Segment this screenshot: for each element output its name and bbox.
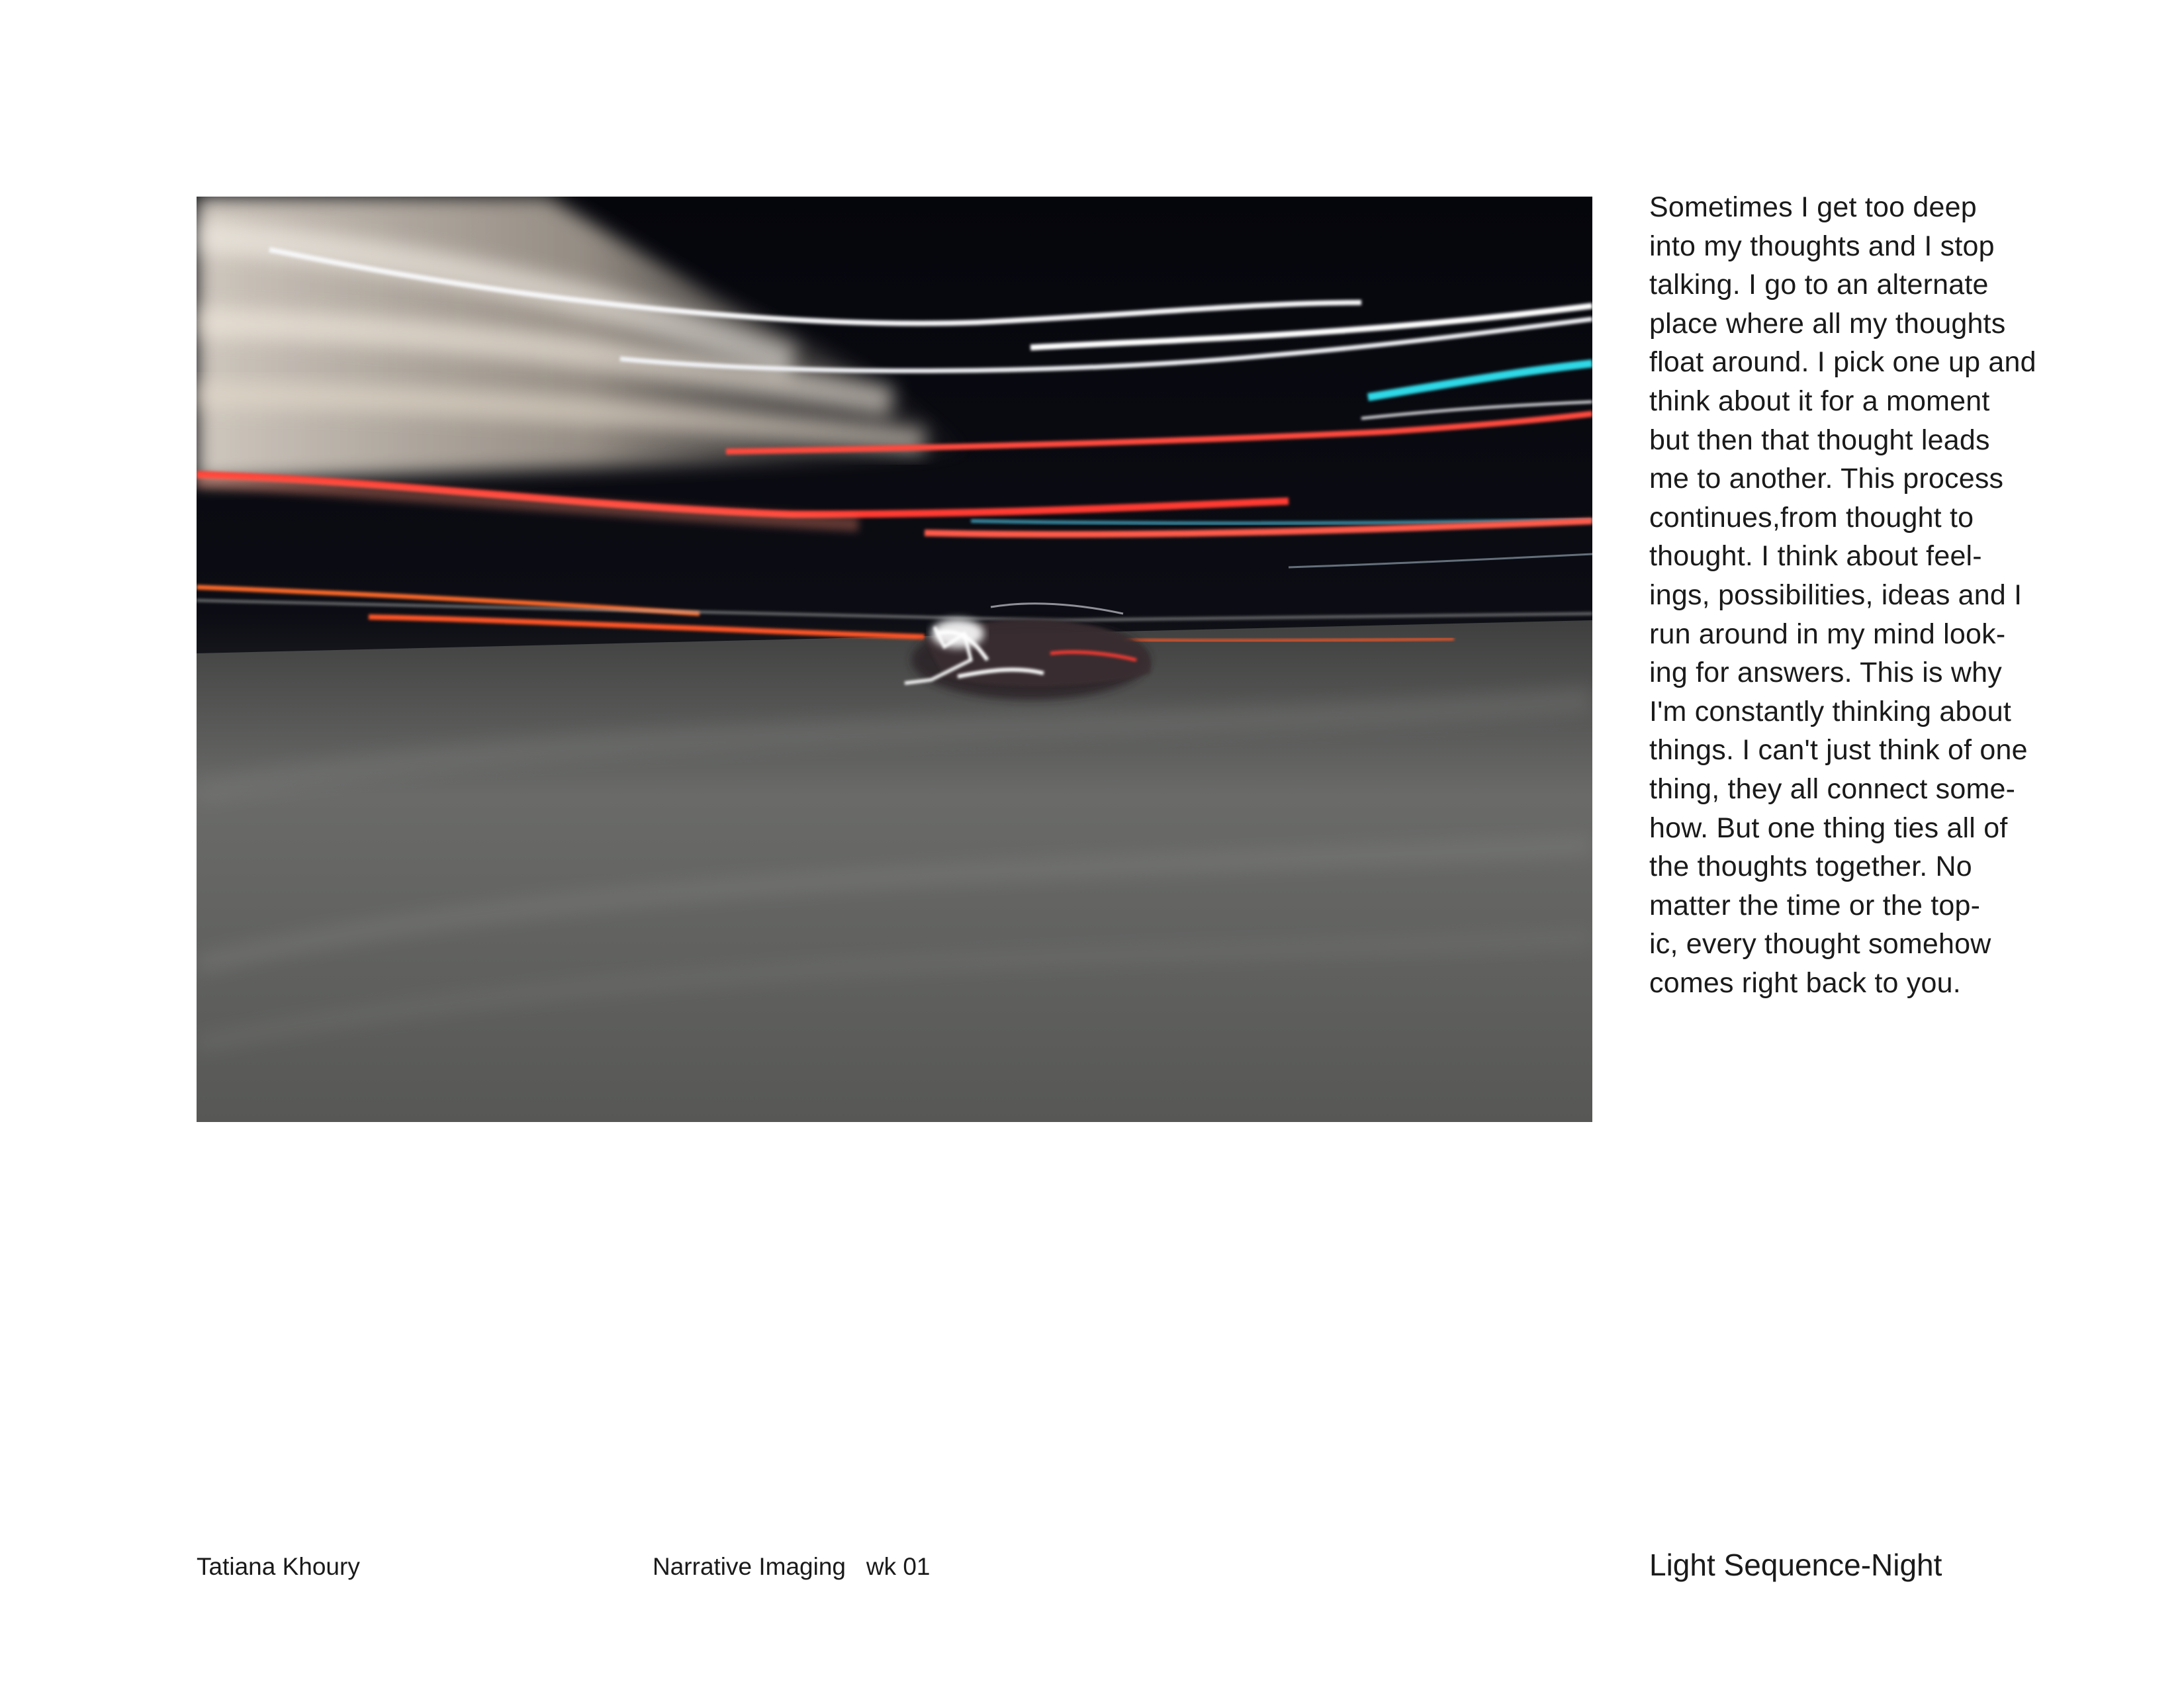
- light-trails-illustration: [197, 197, 1592, 1122]
- light-trails-photo: [197, 197, 1592, 1122]
- essay-text: Sometimes I get too deep into my thoughts and I stop talking. I go to an alternate place where all my thoughts float around. I pick one up and think about it for a moment but then that thought leads me to another. This process continues,from thought to thought. I think about feel- ings, possibilities, ideas and I run around in my mind look- ing for answers. This is why I'm constantly thinking about things. I can't just think of one thing, they all connect some- how. But one thing ties all of the thoughts together. No matter the time or the top- ic, every thought somehow comes right back to you.: [1649, 191, 2036, 999]
- footer-course: Narrative Imaging wk 01: [653, 1553, 931, 1580]
- footer-title: Light Sequence-Night: [1649, 1548, 1942, 1582]
- footer-author: Tatiana Khoury: [197, 1553, 360, 1580]
